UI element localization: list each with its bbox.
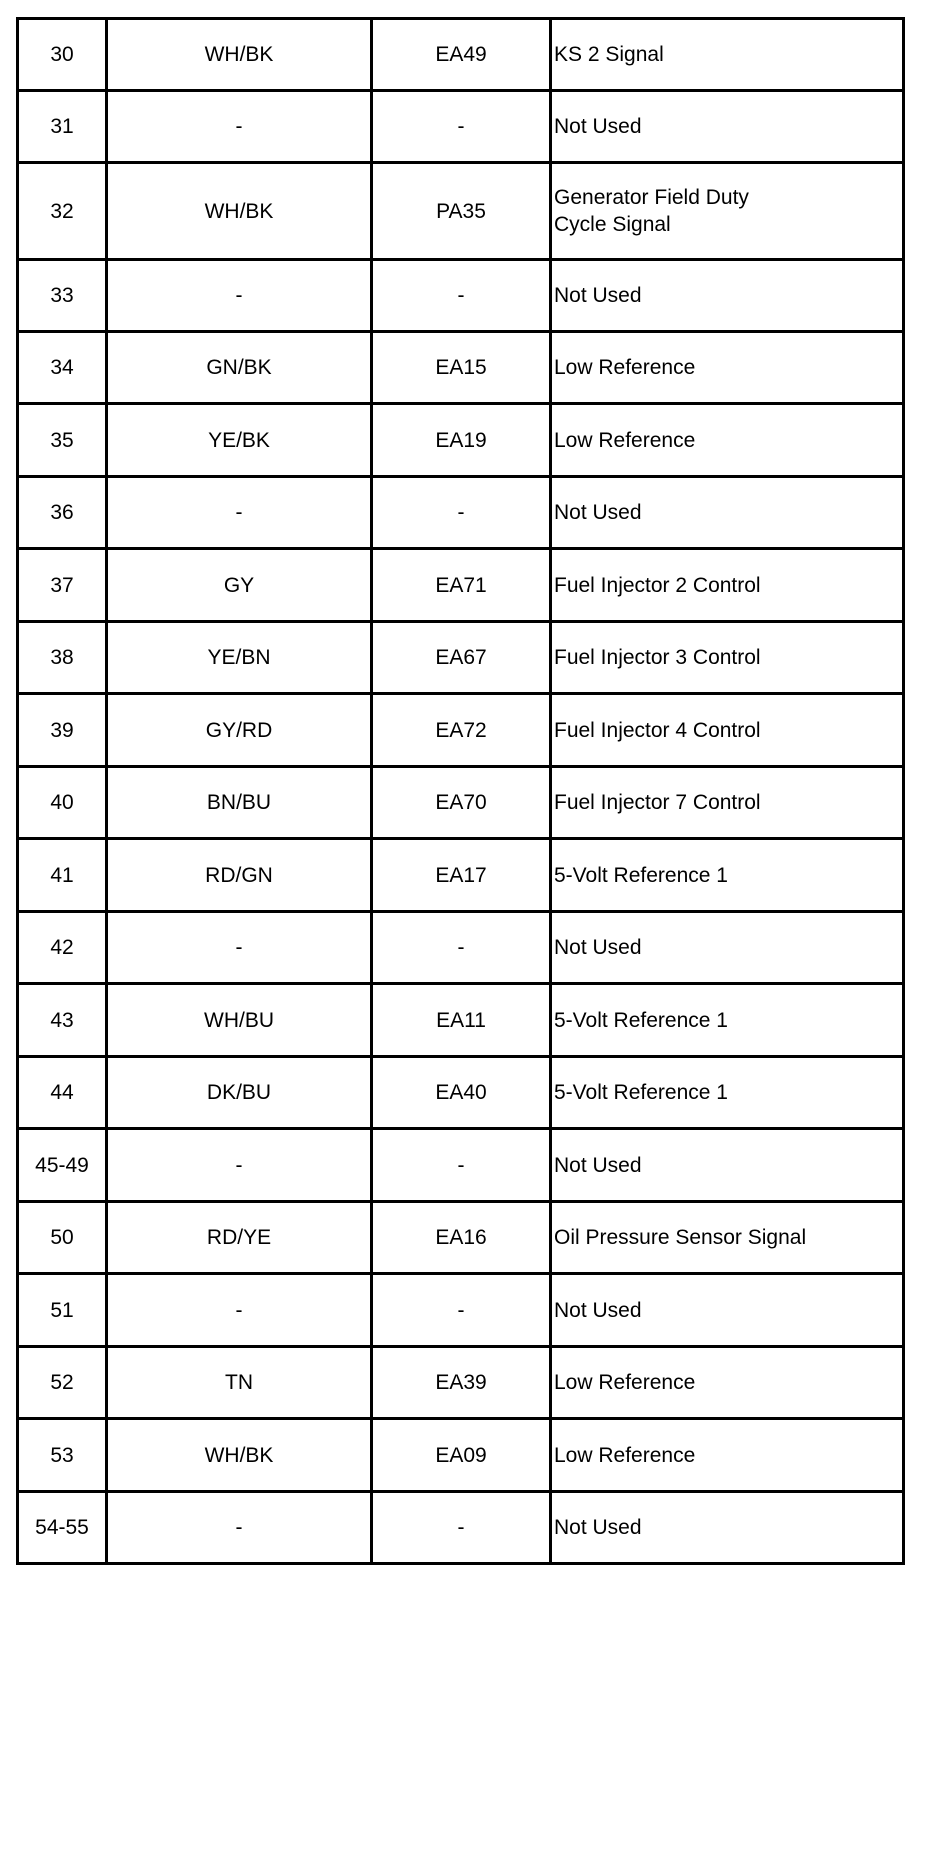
- table-row: [18, 839, 904, 912]
- table-row: [18, 1274, 904, 1347]
- pinout-table: [16, 17, 905, 1565]
- table-row: [18, 622, 904, 694]
- circuit-number-cell: -: [372, 477, 551, 549]
- pin-number-cell: 41: [18, 839, 107, 912]
- table-row: [18, 1129, 904, 1202]
- wire-color-cell: -: [107, 912, 372, 984]
- pin-number-cell: 39: [18, 694, 107, 767]
- wire-color-cell: -: [107, 477, 372, 549]
- table-row: [18, 91, 904, 163]
- table-row: [18, 477, 904, 549]
- wire-color-cell: WH/BU: [107, 984, 372, 1057]
- wire-color-cell: -: [107, 260, 372, 332]
- pin-number-cell: 44: [18, 1057, 107, 1129]
- pin-number-cell: 45-49: [18, 1129, 107, 1202]
- function-cell: Not Used: [551, 91, 904, 163]
- circuit-number-cell: -: [372, 1129, 551, 1202]
- pin-number-cell: 53: [18, 1419, 107, 1492]
- circuit-number-cell: EA49: [372, 19, 551, 91]
- function-cell: Not Used: [551, 1492, 904, 1564]
- table-row: [18, 163, 904, 260]
- wire-color-cell: BN/BU: [107, 767, 372, 839]
- pin-number-cell: 51: [18, 1274, 107, 1347]
- function-cell: KS 2 Signal: [551, 19, 904, 91]
- function-cell: Fuel Injector 3 Control: [551, 622, 904, 694]
- function-cell: Not Used: [551, 912, 904, 984]
- wire-color-cell: YE/BK: [107, 404, 372, 477]
- circuit-number-cell: EA15: [372, 332, 551, 404]
- pin-number-cell: 33: [18, 260, 107, 332]
- table-row: [18, 1419, 904, 1492]
- wire-color-cell: -: [107, 91, 372, 163]
- wire-color-cell: RD/GN: [107, 839, 372, 912]
- table-row: [18, 260, 904, 332]
- circuit-number-cell: EA72: [372, 694, 551, 767]
- wire-color-cell: -: [107, 1129, 372, 1202]
- circuit-number-cell: EA19: [372, 404, 551, 477]
- function-cell: Low Reference: [551, 404, 904, 477]
- wire-color-cell: RD/YE: [107, 1202, 372, 1274]
- pin-number-cell: 32: [18, 163, 107, 260]
- pin-number-cell: 38: [18, 622, 107, 694]
- wire-color-cell: -: [107, 1492, 372, 1564]
- circuit-number-cell: -: [372, 912, 551, 984]
- pin-number-cell: 37: [18, 549, 107, 622]
- function-cell: Not Used: [551, 1129, 904, 1202]
- function-cell: 5-Volt Reference 1: [551, 1057, 904, 1129]
- wire-color-cell: GY/RD: [107, 694, 372, 767]
- circuit-number-cell: EA09: [372, 1419, 551, 1492]
- pin-number-cell: 43: [18, 984, 107, 1057]
- table-row: [18, 984, 904, 1057]
- circuit-number-cell: EA17: [372, 839, 551, 912]
- function-cell: Low Reference: [551, 1419, 904, 1492]
- function-cell: Not Used: [551, 477, 904, 549]
- function-cell: 5-Volt Reference 1: [551, 984, 904, 1057]
- table-row: [18, 332, 904, 404]
- wire-color-cell: WH/BK: [107, 1419, 372, 1492]
- circuit-number-cell: -: [372, 1274, 551, 1347]
- wire-color-cell: -: [107, 1274, 372, 1347]
- table-row: [18, 1202, 904, 1274]
- table-row: [18, 767, 904, 839]
- table-row: [18, 912, 904, 984]
- circuit-number-cell: -: [372, 260, 551, 332]
- wire-color-cell: WH/BK: [107, 163, 372, 260]
- function-cell: Fuel Injector 2 Control: [551, 549, 904, 622]
- pin-number-cell: 36: [18, 477, 107, 549]
- table-row: [18, 549, 904, 622]
- circuit-number-cell: -: [372, 91, 551, 163]
- circuit-number-cell: EA39: [372, 1347, 551, 1419]
- pin-number-cell: 42: [18, 912, 107, 984]
- table-row: [18, 1347, 904, 1419]
- table-row: [18, 19, 904, 91]
- table-row: [18, 404, 904, 477]
- wire-color-cell: DK/BU: [107, 1057, 372, 1129]
- function-cell: Low Reference: [551, 332, 904, 404]
- pin-number-cell: 40: [18, 767, 107, 839]
- pin-number-cell: 34: [18, 332, 107, 404]
- pinout-table-body: [18, 19, 904, 1564]
- function-cell: Generator Field Duty Cycle Signal: [551, 163, 904, 260]
- circuit-number-cell: EA67: [372, 622, 551, 694]
- function-cell: Not Used: [551, 1274, 904, 1347]
- circuit-number-cell: EA71: [372, 549, 551, 622]
- circuit-number-cell: EA70: [372, 767, 551, 839]
- wire-color-cell: YE/BN: [107, 622, 372, 694]
- function-cell: Oil Pressure Sensor Signal: [551, 1202, 904, 1274]
- table-row: [18, 694, 904, 767]
- pin-number-cell: 30: [18, 19, 107, 91]
- pin-number-cell: 35: [18, 404, 107, 477]
- circuit-number-cell: EA11: [372, 984, 551, 1057]
- function-cell: Fuel Injector 4 Control: [551, 694, 904, 767]
- circuit-number-cell: -: [372, 1492, 551, 1564]
- function-cell: Fuel Injector 7 Control: [551, 767, 904, 839]
- function-cell: Not Used: [551, 260, 904, 332]
- pin-number-cell: 52: [18, 1347, 107, 1419]
- circuit-number-cell: PA35: [372, 163, 551, 260]
- function-cell: Low Reference: [551, 1347, 904, 1419]
- function-cell: 5-Volt Reference 1: [551, 839, 904, 912]
- wire-color-cell: TN: [107, 1347, 372, 1419]
- table-row: [18, 1057, 904, 1129]
- circuit-number-cell: EA16: [372, 1202, 551, 1274]
- pin-number-cell: 54-55: [18, 1492, 107, 1564]
- pin-number-cell: 50: [18, 1202, 107, 1274]
- wire-color-cell: GN/BK: [107, 332, 372, 404]
- circuit-number-cell: EA40: [372, 1057, 551, 1129]
- wire-color-cell: WH/BK: [107, 19, 372, 91]
- wire-color-cell: GY: [107, 549, 372, 622]
- table-row: [18, 1492, 904, 1564]
- pin-number-cell: 31: [18, 91, 107, 163]
